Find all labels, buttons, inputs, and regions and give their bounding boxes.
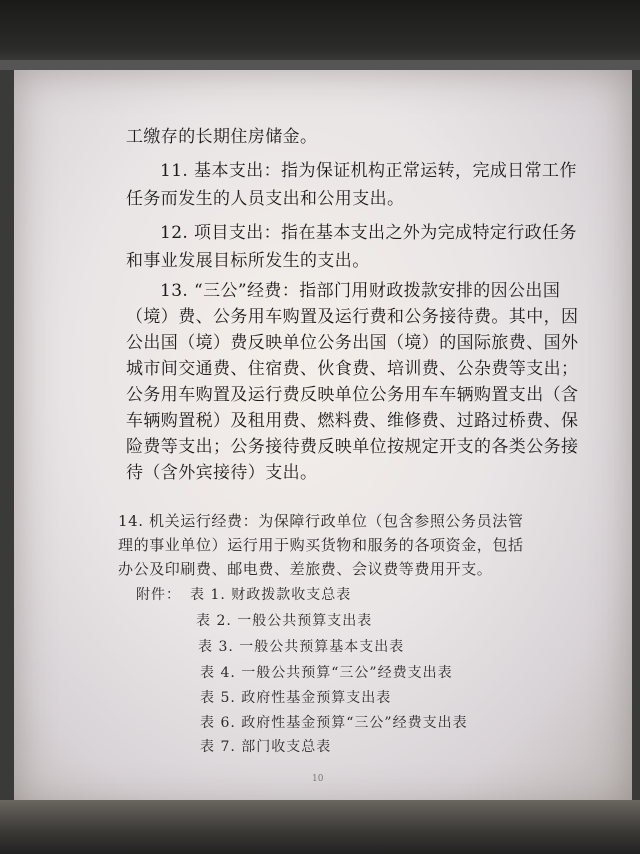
- text-line: 车辆购置税）及租用费、燃料费、维修费、过路过桥费、保: [126, 411, 579, 431]
- text-line: 11. 基本支出：指为保证机构正常运转，完成日常工作: [160, 161, 577, 181]
- attachments-label: 附件：: [136, 587, 181, 603]
- attachment-item: 表 6. 政府性基金预算“三公”经费支出表: [200, 715, 468, 731]
- text-line: 办公及印刷费、邮电费、差旅费、会议费等费用开支。: [118, 560, 493, 578]
- text-line: （境）费、公务用车购置及运行费和公务接待费。其中，因: [126, 307, 579, 327]
- text-line: 12. 项目支出：指在基本支出之外为完成特定行政任务: [160, 223, 577, 243]
- attachment-item: 表 5. 政府性基金预算支出表: [200, 690, 392, 706]
- document-page: [14, 70, 632, 808]
- attachment-item: 表 7. 部门收支总表: [200, 739, 332, 755]
- text-line: 14. 机关运行经费：为保障行政单位（包含参照公务员法管: [118, 512, 524, 530]
- text-line: 公务用车购置及运行费反映单位公务用车车辆购置支出（含: [126, 385, 579, 405]
- attachment-item: 表 2. 一般公共预算支出表: [196, 613, 373, 629]
- section-14-block: [14, 510, 632, 580]
- text-line: 13. “三公”经费：指部门用财政拨款安排的因公出国: [160, 281, 561, 301]
- text-line: 待（含外宾接待）支出。: [126, 463, 318, 483]
- text-line: 城市间交通费、住宿费、伙食费、培训费、公杂费等支出；: [126, 359, 579, 379]
- text-line: 任务而发生的人员支出和公用支出。: [126, 189, 405, 209]
- text-line: 工缴存的长期住房储金。: [126, 127, 318, 147]
- text-line: 理的事业单位）运行用于购买货物和服务的各项资金，包括: [118, 536, 524, 554]
- page-number: 10: [312, 774, 324, 784]
- text-line: 公出国（境）费反映单位公务出国（境）的国际旅费、国外: [126, 333, 579, 353]
- attachment-item: 表 4. 一般公共预算“三公”经费支出表: [200, 665, 453, 681]
- attachment-item: 表 3. 一般公共预算基本支出表: [198, 639, 405, 655]
- attachment-item: 表 1. 财政拨款收支总表: [190, 587, 352, 603]
- photo-background-bottom: [0, 800, 640, 854]
- text-line: 和事业发展目标所发生的支出。: [126, 251, 370, 271]
- monitor-bezel: [0, 60, 640, 70]
- text-line: 险费等支出；公务接待费反映单位按规定开支的各类公务接: [126, 437, 579, 457]
- body-text-block: [14, 126, 632, 484]
